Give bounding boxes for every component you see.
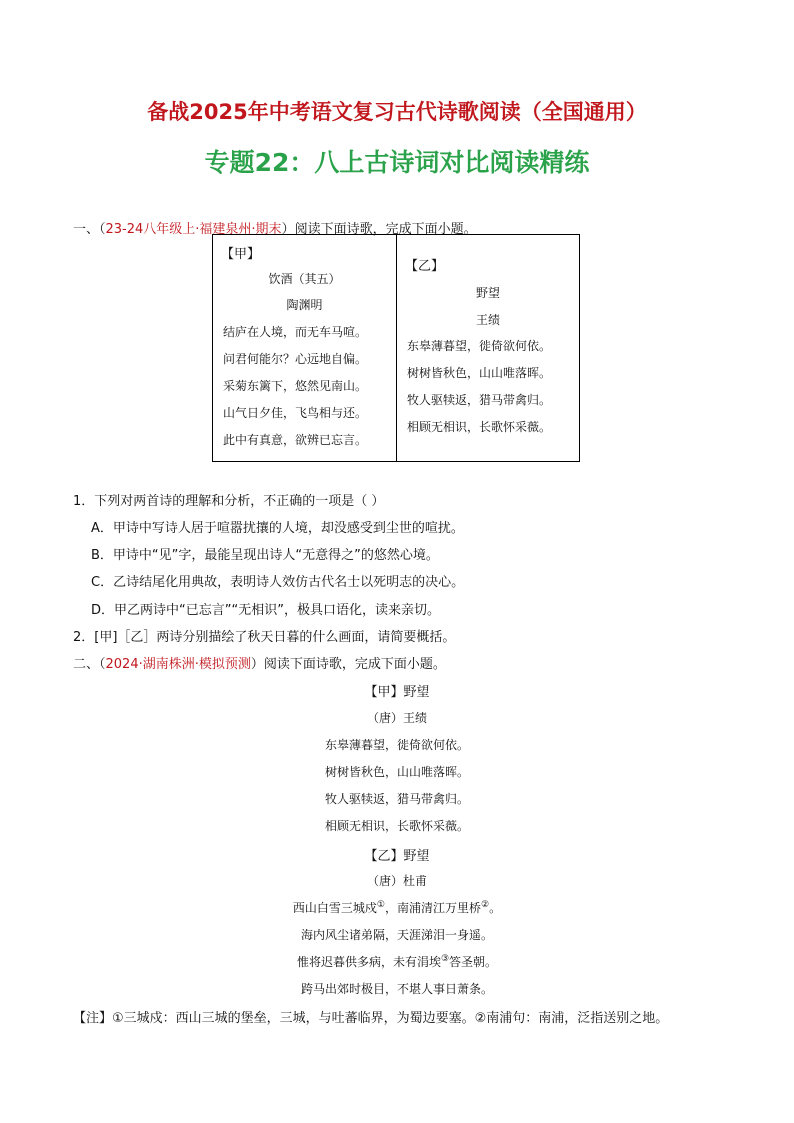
footnote-marker-2: ② [481,900,490,910]
poem-2a-line: 树树皆秋色，山山唯落晖。 [324,765,469,779]
poem-2b-line-4: 跨马出郊时极目，不堪人事日萧条。 [300,982,493,996]
poem-comparison-table [212,234,580,462]
poem-2b-title: 【乙】野望 [364,849,430,864]
poem-2b-line-1-part: 。 [489,901,502,915]
poem-2b-line-1 [0,899,794,916]
option-b: B．甲诗中“见”字，最能呈现出诗人“无意得之”的悠然心境。 [91,548,439,563]
footnote: 【注】①三城戍：西山三城的堡垒，三城，与吐蕃临界，为蜀边要塞。②南浦句：南浦，泛指送别之地。 [73,1011,669,1026]
poem-a-line: 采菊东篱下，悠然见南山。 [223,379,368,393]
option-d: D．甲乙两诗中“已忘言”“无相识”，极具口语化，读来亲切。 [91,603,440,618]
poem-b-tag: 【乙】 [405,259,445,274]
poem-b-line: 东皋薄暮望，徙倚欲何依。 [407,339,552,353]
poem-b-line: 牧人驱犊返，猎马带禽归。 [407,393,552,407]
poem-2b-line-3-part: 答圣朝。 [449,955,498,969]
poem-2a-author: （唐）王绩 [366,711,427,725]
poem-2a-title: 【甲】野望 [364,685,430,700]
footnote-marker-3: ③ [440,954,450,964]
poem-a-cell [213,235,397,461]
poem-2b-author: （唐）杜甫 [366,874,427,888]
poem-b-author: 王绩 [475,313,500,327]
section-2-source: 2024·湖南株洲·模拟预测 [105,657,251,672]
option-c: C．乙诗结尾化用典故，表明诗人效仿古代名士以死明志的决心。 [91,575,465,590]
question-2: 2．[甲]［乙］两诗分别描绘了秋天日暮的什么画面，请简要概括。 [73,630,456,645]
poem-b-line: 树树皆秋色，山山唯落晖。 [407,366,552,380]
poem-b-line: 相顾无相识，长歌怀采薇。 [407,420,552,434]
footnote-marker-1: ① [376,900,385,910]
section-2-prefix: 二、（ [73,657,106,672]
section-1-prefix: 一、（ [73,222,106,237]
poem-b-title: 野望 [475,286,500,300]
document-title: 备战2025年中考语文复习古代诗歌阅读（全国通用） [147,100,647,124]
question-1: 1．下列对两首诗的理解和分析，不正确的一项是（ ） [73,494,385,509]
option-a: A．甲诗中写诗人居于喧嚣扰攘的人境，却没感受到尘世的喧扰。 [91,521,464,536]
poem-a-line: 山气日夕佳，飞鸟相与还。 [223,406,368,420]
poem-b-cell [397,235,579,461]
poem-2a-line: 相顾无相识，长歌怀采薇。 [324,819,469,833]
poem-a-title: 饮酒（其五） [268,272,341,286]
section-1-source: 23-24八年级上·福建泉州·期末 [105,222,282,237]
poem-2b-line-2: 海内风尘诸弟隔，天涯涕泪一身遥。 [300,928,493,942]
poem-2b-line-1-part: ，南浦清江万里桥 [384,901,481,915]
poem-2a-line: 东皋薄暮望，徙倚欲何依。 [324,738,469,752]
poem-2b-line-1-part: 西山白雪三城戍 [292,901,377,915]
poem-a-line: 结庐在人境，而无车马喧。 [223,325,368,339]
poem-a-tag: 【甲】 [221,247,261,262]
section-2-heading [73,653,446,672]
poem-a-author: 陶渊明 [286,298,323,312]
poem-a-line: 此中有真意，欲辨已忘言。 [223,433,368,447]
topic-subtitle: 专题22：八上古诗词对比阅读精练 [204,148,590,177]
section-2-instruction: ）阅读下面诗歌，完成下面小题。 [250,657,446,672]
poem-2a-line: 牧人驱犊返，猎马带禽归。 [324,792,469,806]
poem-2b-line-3-part: 惟将迟暮供多病，未有涓埃 [296,955,441,969]
poem-2b-line-3 [0,953,794,970]
section-1-instruction: ）阅读下面诗歌，完成下面小题。 [281,222,477,237]
poem-a-line: 问君何能尔？心远地自偏。 [223,352,368,366]
